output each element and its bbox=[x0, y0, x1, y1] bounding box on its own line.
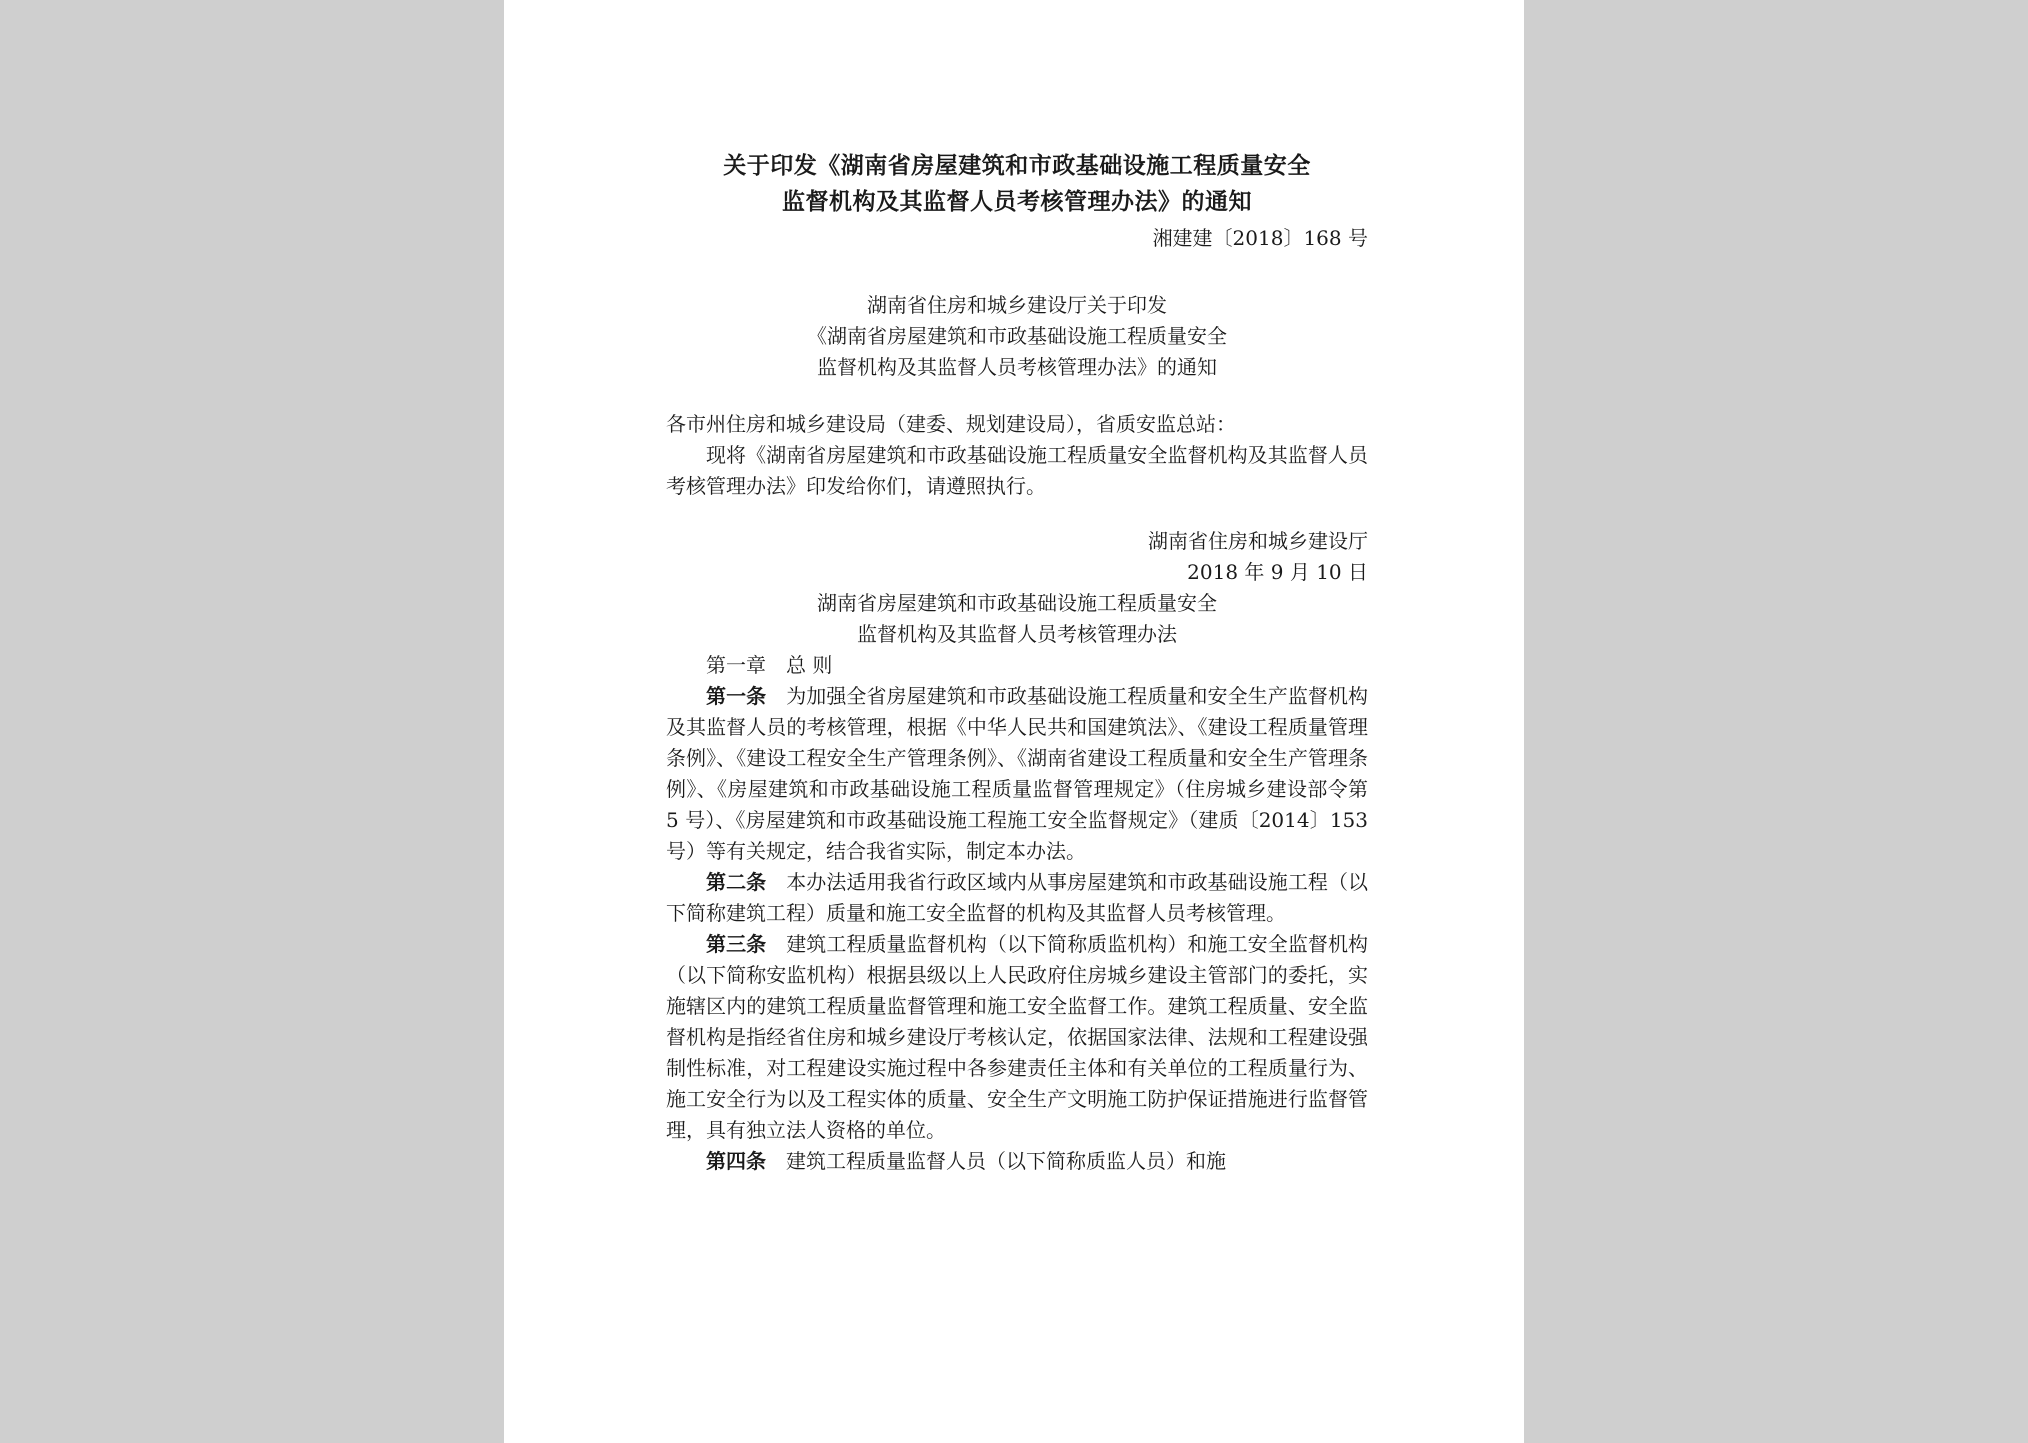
document-title bbox=[666, 148, 1368, 220]
article-label: 第四条 bbox=[706, 1149, 766, 1173]
article-label: 第一条 bbox=[706, 684, 767, 708]
article-text: 建筑工程质量监督人员（以下简称质监人员）和施 bbox=[786, 1149, 1226, 1173]
title-line-1: 关于印发《湖南省房屋建筑和市政基础设施工程质量安全 bbox=[723, 152, 1311, 179]
article-2 bbox=[666, 867, 1368, 929]
document-subtitle bbox=[666, 290, 1368, 383]
article-label: 第二条 bbox=[706, 870, 767, 894]
signature-date: 2018 年 9 月 10 日 bbox=[1187, 560, 1368, 584]
chapter-heading: 第一章 总 则 bbox=[706, 653, 833, 677]
subtitle-line-2: 《湖南省房屋建筑和市政基础设施工程质量安全 bbox=[807, 324, 1227, 348]
salutation: 各市州住房和城乡建设局（建委、规划建设局），省质安监总站： bbox=[666, 412, 1236, 436]
article-3 bbox=[666, 929, 1368, 1146]
article-1 bbox=[666, 681, 1368, 867]
intro-paragraph: 现将《湖南省房屋建筑和市政基础设施工程质量安全监督机构及其监督人员考核管理办法》印发给你们，请遵照执行。 bbox=[666, 443, 1368, 498]
document-page bbox=[504, 0, 1524, 1443]
law-title-line-2: 监督机构及其监督人员考核管理办法 bbox=[857, 622, 1177, 646]
article-text: 建筑工程质量监督机构（以下简称质监机构）和施工安全监督机构（以下简称安监机构）根据县级以上人民政府住房城乡建设主管部门的委托，实施辖区内的建筑工程质量监督管理和施工安全监督工作。建筑工程质量、安全监督机构是指经省住房和城乡建设厅考核认定，依据国家法律、法规和工程建设强制性标准，对工程建设实施过程中各参建责任主体和有关单位的工程质量行为、施工安全行为以及工程实体的质量、安全生产文明施工防护保证措施进行监督管理，具有独立法人资格的单位。 bbox=[666, 932, 1369, 1142]
law-title bbox=[666, 588, 1368, 650]
document-number: 湘建建〔2018〕168 号 bbox=[1152, 226, 1368, 250]
article-label: 第三条 bbox=[706, 932, 767, 956]
subtitle-line-3: 监督机构及其监督人员考核管理办法》的通知 bbox=[817, 355, 1217, 379]
article-text: 为加强全省房屋建筑和市政基础设施工程质量和安全生产监督机构及其监督人员的考核管理，根据《中华人民共和国建筑法》、《建设工程质量管理条例》、《建设工程安全生产管理条例》、《湖南省建设工程质量和安全生产管理条例》、《房屋建筑和市政基础设施工程质量监督管理规定》（住房城乡建设部令第 5 号）、《房屋建筑和市政基础设施工程施工安全监督规定》（建质〔2014〕153 号）等有关规定，结合我省实际，制定本办法。 bbox=[666, 684, 1369, 863]
article-4 bbox=[666, 1146, 1368, 1177]
article-text: 本办法适用我省行政区域内从事房屋建筑和市政基础设施工程（以下简称建筑工程）质量和施工安全监督的机构及其监督人员考核管理。 bbox=[666, 870, 1369, 925]
subtitle-line-1: 湖南省住房和城乡建设厅关于印发 bbox=[867, 293, 1167, 317]
signature-org: 湖南省住房和城乡建设厅 bbox=[1148, 529, 1368, 553]
document-content bbox=[666, 148, 1368, 1177]
law-title-line-1: 湖南省房屋建筑和市政基础设施工程质量安全 bbox=[817, 591, 1217, 615]
title-line-2: 监督机构及其监督人员考核管理办法》的通知 bbox=[782, 188, 1252, 215]
